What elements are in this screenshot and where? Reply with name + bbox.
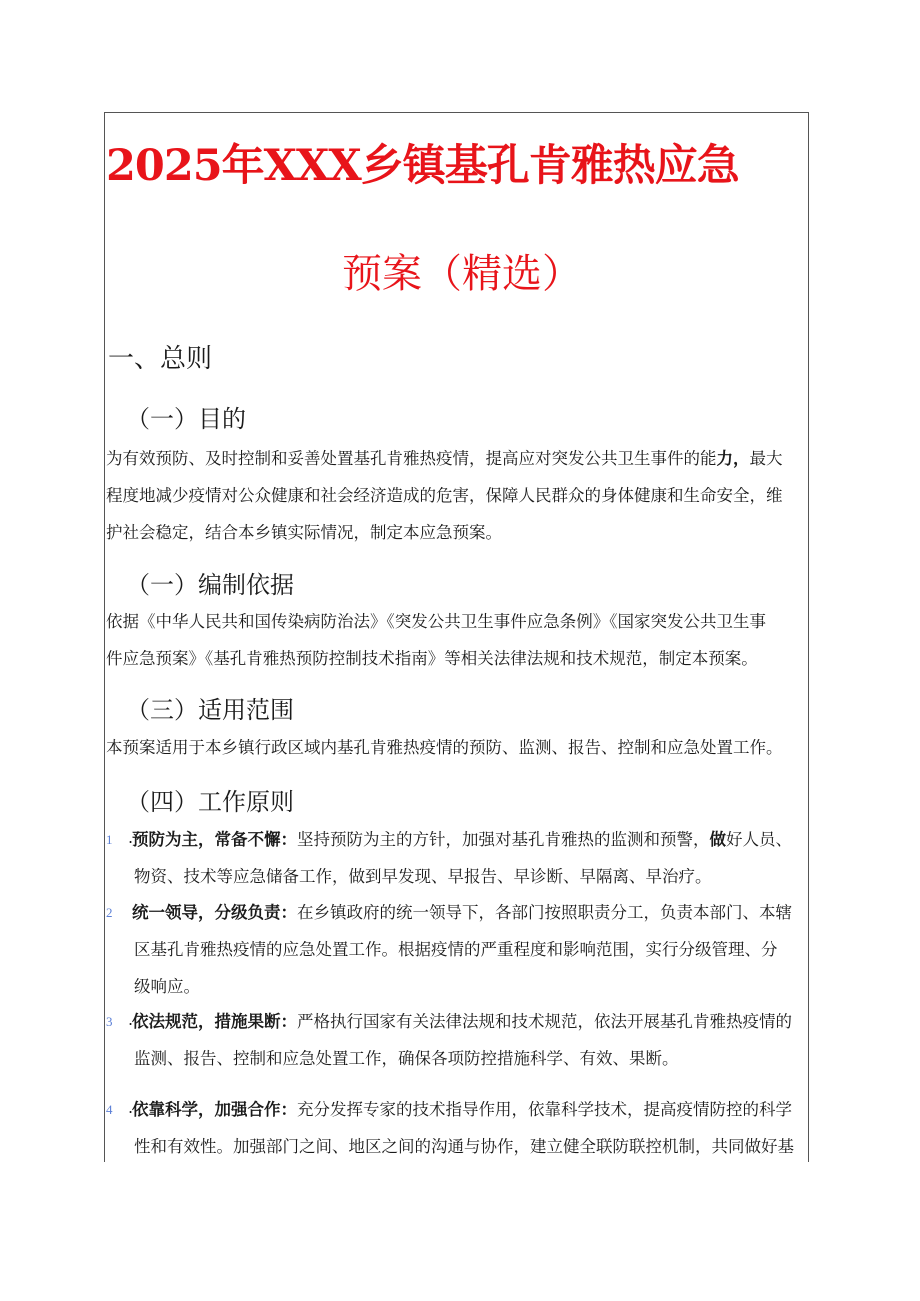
- item-label: 依法规范，措施果断：: [132, 1012, 297, 1031]
- paragraph-line: 程度地减少疫情对公众健康和社会经济造成的危害，保障人民群众的身体健康和生命安全，维: [106, 486, 783, 505]
- item-line: 性和有效性。加强部门之间、地区之间的沟通与协作，建立健全联防联控机制，共同做好基: [134, 1137, 794, 1156]
- section-heading-general: 一、总则: [108, 344, 213, 374]
- paragraph-line: [106, 440, 808, 477]
- text-run-bold: 做: [709, 830, 726, 849]
- item-dot: .: [128, 828, 134, 847]
- item-dot: .: [128, 1098, 134, 1117]
- paragraph-purpose: [106, 440, 808, 551]
- item-line: 级响应。: [134, 977, 200, 996]
- text-run: 最大: [749, 449, 783, 468]
- document-title-line2: 预案（精选）: [342, 251, 582, 297]
- paragraph-line: 依据《中华人民共和国传染病防治法》《突发公共卫生事件应急条例》《国家突发公共卫生事: [106, 612, 766, 631]
- text-run: 在乡镇政府的统一领导下，各部门按照职责分工，负责本部门、本辖: [297, 903, 792, 922]
- subheading-scope: （三）适用范围: [126, 696, 294, 724]
- item-dot: .: [128, 1010, 134, 1029]
- text-run: 坚持预防为主的方针，加强对基孔肯雅热的监测和预警，: [297, 830, 710, 849]
- paragraph-basis: [106, 603, 808, 677]
- item-number: 2: [106, 905, 113, 920]
- item-line: 监测、报告、控制和应急处置工作，确保各项防控措施科学、有效、果断。: [134, 1049, 679, 1068]
- subheading-purpose: （一）目的: [126, 405, 246, 433]
- paragraph-line: 护社会稳定，结合本乡镇实际情况，制定本应急预案。: [106, 523, 502, 542]
- item-number: 4: [106, 1102, 113, 1117]
- item-first-line: [106, 1091, 808, 1128]
- text-run: 严格执行国家有关法律法规和技术规范，依法开展基孔肯雅热疫情的: [297, 1012, 792, 1031]
- text-run: 为有效预防、及时控制和妥善处置基孔肯雅热疫情，提高应对突发公共卫生事件的能: [106, 449, 717, 468]
- item-line: 物资、技术等应急储备工作，做到早发现、早报告、早诊断、早隔离、早治疗。: [134, 867, 712, 886]
- item-label: 依靠科学，加强合作：: [132, 1100, 297, 1119]
- item-first-line: [106, 1003, 808, 1040]
- paragraph-line: 本预案适用于本乡镇行政区域内基孔肯雅热疫情的预防、监测、报告、控制和应急处置工作。: [106, 738, 783, 757]
- item-label: 预防为主，常备不懈：: [132, 830, 297, 849]
- subheading-principles: （四）工作原则: [126, 788, 294, 816]
- item-first-line: [106, 894, 808, 931]
- text-run: 充分发挥专家的技术指导作用，依靠科学技术，提高疫情防控的科学: [297, 1100, 792, 1119]
- principle-item-2: [106, 894, 808, 1005]
- principle-item-3: [106, 1003, 808, 1077]
- item-label: 统一领导，分级负责：: [132, 903, 297, 922]
- text-run: 好人员、: [726, 830, 792, 849]
- paragraph-scope: [106, 729, 808, 766]
- text-run-bold: 力，: [716, 449, 750, 468]
- item-number: 3: [106, 1014, 113, 1029]
- item-number: 1: [106, 832, 113, 847]
- document-title-line1: 2025年XXX乡镇基孔肯雅热应急: [106, 141, 739, 191]
- principle-item-1: [106, 821, 808, 895]
- paragraph-line: 件应急预案》《基孔肯雅热预防控制技术指南》等相关法律法规和技术规范，制定本预案。: [106, 649, 758, 668]
- principle-item-4: [106, 1091, 808, 1165]
- item-line: 区基孔肯雅热疫情的应急处置工作。根据疫情的严重程度和影响范围，实行分级管理、分: [134, 940, 778, 959]
- item-first-line: [106, 821, 808, 858]
- subheading-basis: （一）编制依据: [126, 571, 294, 599]
